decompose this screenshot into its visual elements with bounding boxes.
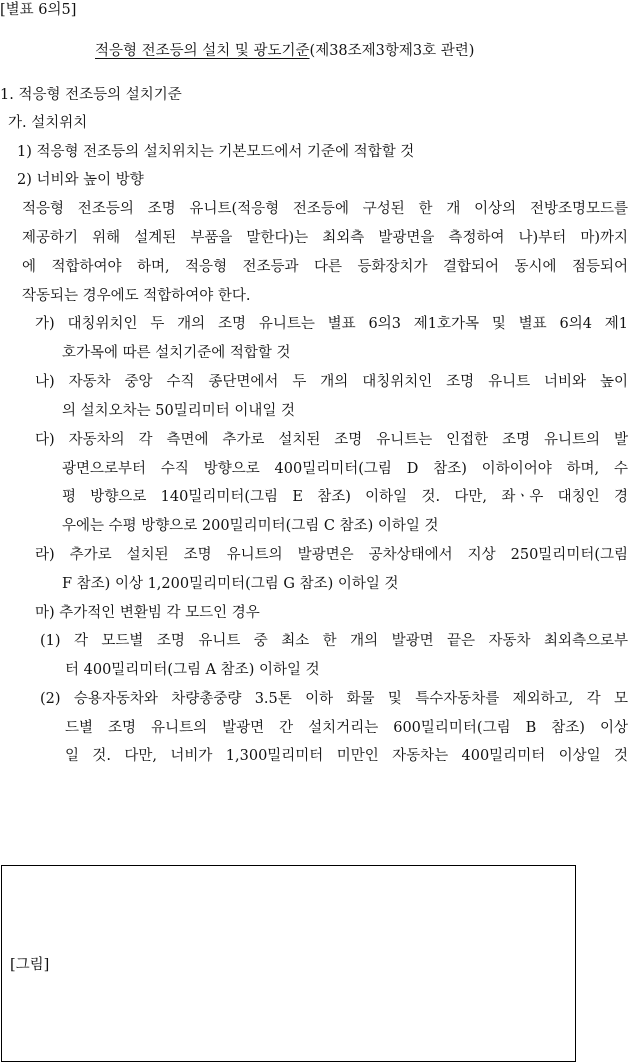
clause-da-line: 평 방향으로 140밀리미터(그림 E 참조) 이하일 것. 다만, 좌ㆍ우 대칭인 경 bbox=[62, 489, 628, 505]
paragraph-line: 에 적합하여야 하며, 적응형 전조등과 다른 등화장치가 결합되어 동시에 점등되어 bbox=[22, 259, 628, 275]
clause-ra-line: F 참조) 이상 1,200밀리미터(그림 G 참조) 이하일 것 bbox=[62, 576, 399, 592]
figure-label: [그림] bbox=[10, 957, 50, 973]
section-heading-1: 1. 적응형 전조등의 설치기준 bbox=[0, 87, 182, 103]
title-reference: (제38조제3항제3호 관련) bbox=[309, 43, 475, 59]
clause-na-line: 의 설치오차는 50밀리미터 이내일 것 bbox=[62, 403, 295, 419]
clause-ma2-line: 일 것. 다만, 너비가 1,300밀리미터 미만인 자동차는 400밀리미터 이상일 것 bbox=[65, 748, 628, 764]
clause-da-line: 광면으로부터 수직 방향으로 400밀리미터(그림 D 참조) 이하이어야 하며, 수 bbox=[62, 461, 628, 477]
clause-ga-line: 호가목에 따른 설치기준에 적합할 것 bbox=[62, 345, 291, 361]
figure-box bbox=[1, 865, 576, 1062]
clause-ra-line: 라) 추가로 설치된 조명 유니트의 발광면은 공차상태에서 지상 250밀리미터(그림 bbox=[35, 547, 628, 563]
title-main: 적응형 전조등의 설치 및 광도기준 bbox=[95, 43, 310, 59]
clause-ma-line: 마) 추가적인 변환빔 각 모드인 경우 bbox=[35, 605, 260, 621]
clause-ma1-line: 터 400밀리미터(그림 A 참조) 이하일 것 bbox=[65, 662, 320, 678]
clause-na-line: 나) 자동차 중앙 수직 종단면에서 두 개의 대칭위치인 조명 유니트 너비와 높이 bbox=[35, 374, 628, 390]
clause-da-line: 다) 자동차의 각 측면에 추가로 설치된 조명 유니트는 인접한 조명 유니트의 발 bbox=[35, 432, 628, 448]
clause-ma1-line: (1) 각 모드별 조명 유니트 중 최소 한 개의 발광면 끝은 자동차 최외측으로부 bbox=[40, 633, 628, 649]
subsection-heading-ga: 가. 설치위치 bbox=[8, 115, 88, 131]
item-1: 1) 적응형 전조등의 설치위치는 기본모드에서 기준에 적합할 것 bbox=[17, 144, 415, 160]
clause-ma2-line: 드별 조명 유니트의 발광면 간 설치거리는 600밀리미터(그림 B 참조) 이상 bbox=[65, 720, 628, 736]
document-title bbox=[95, 41, 474, 61]
paragraph-line: 적응형 전조등의 조명 유니트(적응형 전조등에 구성된 한 개 이상의 전방조명모드를 bbox=[22, 201, 628, 217]
paragraph-line: 제공하기 위해 설계된 부품을 말한다)는 최외측 발광면을 측정하여 나)부터 마)까지 bbox=[22, 230, 628, 246]
item-2-heading: 2) 너비와 높이 방향 bbox=[17, 172, 144, 188]
paragraph-line: 작동되는 경우에도 적합하여야 한다. bbox=[22, 288, 251, 304]
clause-ma2-line: (2) 승용자동차와 차량총중량 3.5톤 이하 화물 및 특수자동차를 제외하고, 각 모 bbox=[40, 691, 628, 707]
clause-ga-line: 가) 대칭위치인 두 개의 조명 유니트는 별표 6의3 제1호가목 및 별표 6의4 제1 bbox=[35, 316, 628, 332]
appendix-tag: [별표 6의5] bbox=[0, 2, 77, 18]
clause-da-line: 우에는 수평 방향으로 200밀리미터(그림 C 참조) 이하일 것 bbox=[62, 518, 439, 534]
